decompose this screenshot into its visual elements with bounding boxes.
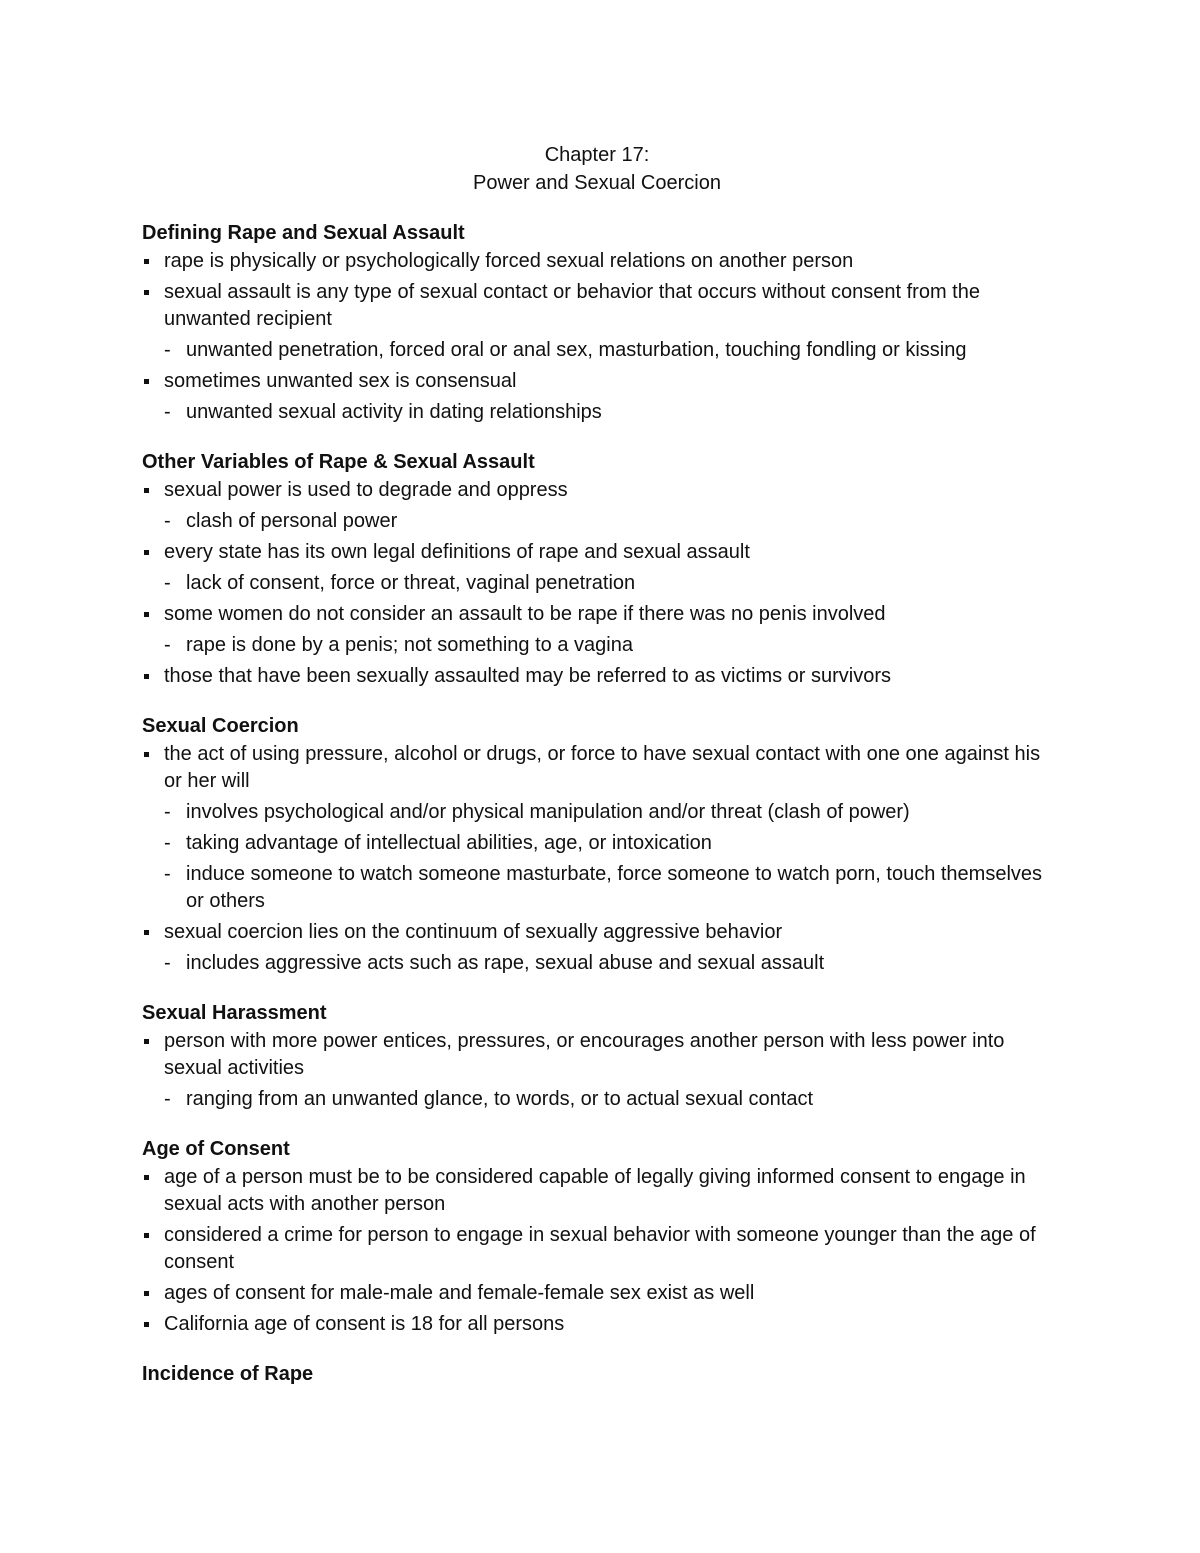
bullet-item: sexual coercion lies on the continuum of sexually aggressive behavior bbox=[142, 919, 1062, 946]
bullet-item: those that have been sexually assaulted may be referred to as victims or survivors bbox=[142, 663, 1062, 690]
bullet-item: sexual power is used to degrade and oppress bbox=[142, 477, 1062, 504]
bullet-item: California age of consent is 18 for all persons bbox=[142, 1311, 1062, 1338]
section-heading: Other Variables of Rape & Sexual Assault bbox=[142, 451, 535, 473]
section-heading: Defining Rape and Sexual Assault bbox=[142, 222, 465, 244]
sections-container bbox=[142, 219, 1062, 1388]
section-heading: Age of Consent bbox=[142, 1138, 290, 1160]
sub-bullet-item: - induce someone to watch someone masturbate, force someone to watch porn, touch themselves or others bbox=[142, 861, 1062, 915]
bullet-item: rape is physically or psychologically forced sexual relations on another person bbox=[142, 248, 1062, 275]
bullet-item: age of a person must be to be considered capable of legally giving informed consent to engage in sexual acts with another person bbox=[142, 1164, 1062, 1218]
sub-bullet-item: - lack of consent, force or threat, vaginal penetration bbox=[142, 570, 1062, 597]
bullet-item: person with more power entices, pressures, or encourages another person with less power into sexual activities bbox=[142, 1028, 1062, 1082]
sub-bullet-item: - includes aggressive acts such as rape, sexual abuse and sexual assault bbox=[142, 950, 1062, 977]
document-body bbox=[142, 141, 1062, 1389]
section bbox=[142, 1360, 1062, 1388]
bullet-item: sometimes unwanted sex is consensual bbox=[142, 368, 1062, 395]
sub-bullet-item: - involves psychological and/or physical manipulation and/or threat (clash of power) bbox=[142, 799, 1062, 826]
bullet-item: ages of consent for male-male and female-female sex exist as well bbox=[142, 1280, 1062, 1307]
section-heading: Incidence of Rape bbox=[142, 1363, 314, 1385]
bullet-item: some women do not consider an assault to be rape if there was no penis involved bbox=[142, 601, 1062, 628]
section bbox=[142, 219, 1062, 426]
sub-bullet-item: - clash of personal power bbox=[142, 508, 1062, 535]
section bbox=[142, 448, 1062, 690]
sub-bullet-item: - taking advantage of intellectual abilities, age, or intoxication bbox=[142, 830, 1062, 857]
section-heading: Sexual Coercion bbox=[142, 715, 299, 737]
chapter-title bbox=[132, 141, 1062, 197]
bullet-item: sexual assault is any type of sexual contact or behavior that occurs without consent from the unwanted recipient bbox=[142, 279, 1062, 333]
sub-bullet-item: - ranging from an unwanted glance, to words, or to actual sexual contact bbox=[142, 1086, 1062, 1113]
bullet-item: every state has its own legal definitions of rape and sexual assault bbox=[142, 539, 1062, 566]
section bbox=[142, 1135, 1062, 1338]
sub-bullet-item: - unwanted penetration, forced oral or anal sex, masturbation, touching fondling or kissing bbox=[142, 337, 1062, 364]
sub-bullet-item: - rape is done by a penis; not something to a vagina bbox=[142, 632, 1062, 659]
section-heading: Sexual Harassment bbox=[142, 1002, 327, 1024]
bullet-item: considered a crime for person to engage in sexual behavior with someone younger than the age of consent bbox=[142, 1222, 1062, 1276]
section bbox=[142, 712, 1062, 977]
section bbox=[142, 999, 1062, 1113]
sub-bullet-item: - unwanted sexual activity in dating relationships bbox=[142, 399, 1062, 426]
chapter-subtitle: Power and Sexual Coercion bbox=[473, 172, 721, 194]
bullet-item: the act of using pressure, alcohol or drugs, or force to have sexual contact with one one against his or her will bbox=[142, 741, 1062, 795]
chapter-number: Chapter 17: bbox=[544, 144, 650, 166]
